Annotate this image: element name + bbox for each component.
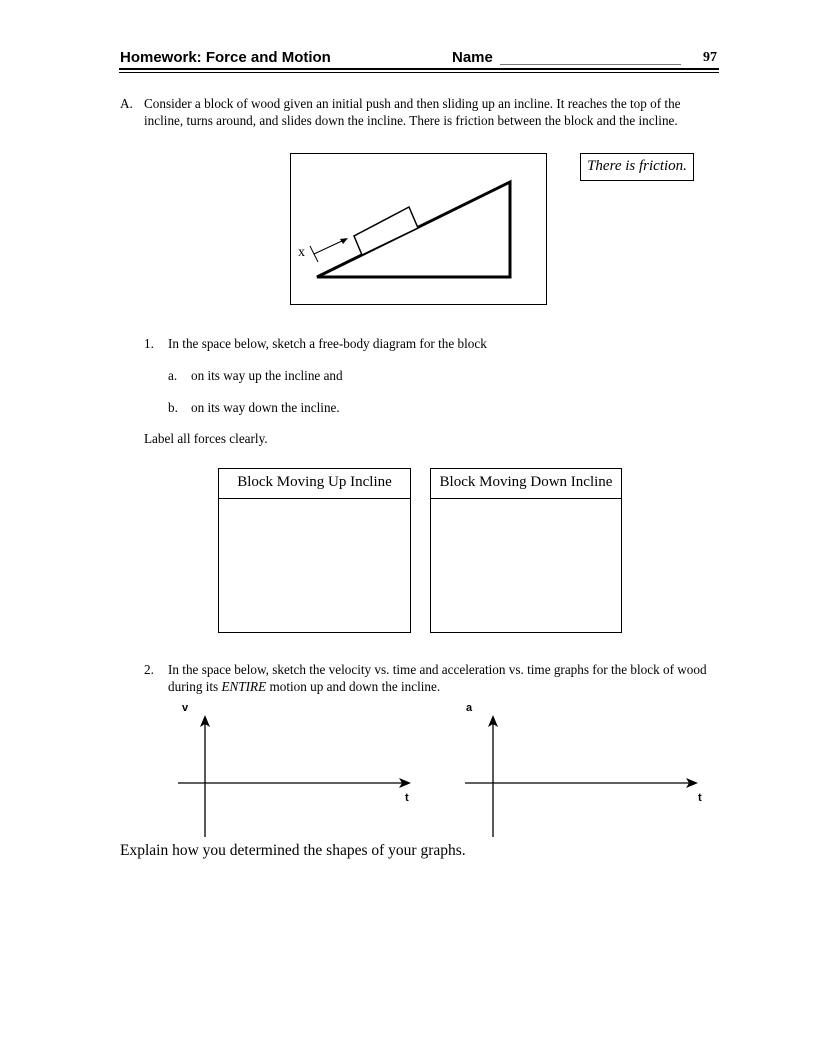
part-a-text: on its way up the incline and: [191, 368, 343, 383]
question-2-emphasis: ENTIRE: [221, 679, 267, 694]
fbd-box-down-title: Block Moving Down Incline: [431, 469, 621, 499]
push-arrow-head: [340, 238, 348, 244]
part-b-label: b.: [168, 400, 178, 415]
position-x-label: x: [298, 245, 305, 260]
velocity-time-graph[interactable]: [165, 700, 425, 845]
section-a-label: A.: [120, 96, 133, 111]
question-2-text-after: motion up and down the incline.: [266, 679, 441, 694]
a-axis-label: a: [466, 702, 473, 714]
fbd-box-up-title: Block Moving Up Incline: [219, 469, 410, 499]
question-2: [144, 661, 724, 695]
wooden-block: [354, 207, 418, 255]
velocity-axes: [165, 700, 425, 845]
friction-callout: There is friction.: [580, 153, 694, 181]
fbd-box-up[interactable]: [218, 468, 411, 633]
acceleration-axes: [455, 700, 715, 845]
question-2-number: 2.: [144, 662, 154, 677]
incline-diagram: [290, 153, 547, 305]
worksheet-title: Homework: Force and Motion: [120, 49, 331, 66]
header-rule-thin: [119, 72, 719, 73]
v-axis-label: v: [182, 702, 189, 714]
header-rule-thick: [119, 68, 719, 70]
part-b-text: on its way down the incline.: [191, 400, 340, 415]
section-a-prompt: [120, 95, 720, 129]
acceleration-time-graph[interactable]: [455, 700, 715, 845]
label-forces-instruction: Label all forces clearly.: [144, 431, 268, 446]
question-1-text: In the space below, sketch a free-body diagram for the block: [168, 336, 487, 351]
incline-drawing: [290, 153, 547, 305]
question-2-text-before: In the space below, sketch the velocity vs. time and acceleration vs. time graphs for the block of wood during its: [168, 662, 707, 694]
part-a-label: a.: [168, 368, 178, 383]
t-axis-label: t: [698, 792, 702, 804]
question-1-number: 1.: [144, 336, 154, 351]
fbd-box-down[interactable]: [430, 468, 622, 633]
page-number: 97: [703, 50, 717, 65]
t-axis-label: t: [405, 792, 409, 804]
question-2-text: [168, 661, 724, 695]
section-a-text: Consider a block of wood given an initial push and then sliding up an incline. It reaches the top of the incline, turns around, and slides down the incline. There is friction between the block and the incline.: [144, 96, 681, 128]
push-arrow-shaft: [314, 240, 344, 254]
explain-prompt: Explain how you determined the shapes of your graphs.: [120, 842, 466, 859]
name-blank-line[interactable]: [500, 64, 681, 65]
name-label: Name: [452, 49, 493, 66]
